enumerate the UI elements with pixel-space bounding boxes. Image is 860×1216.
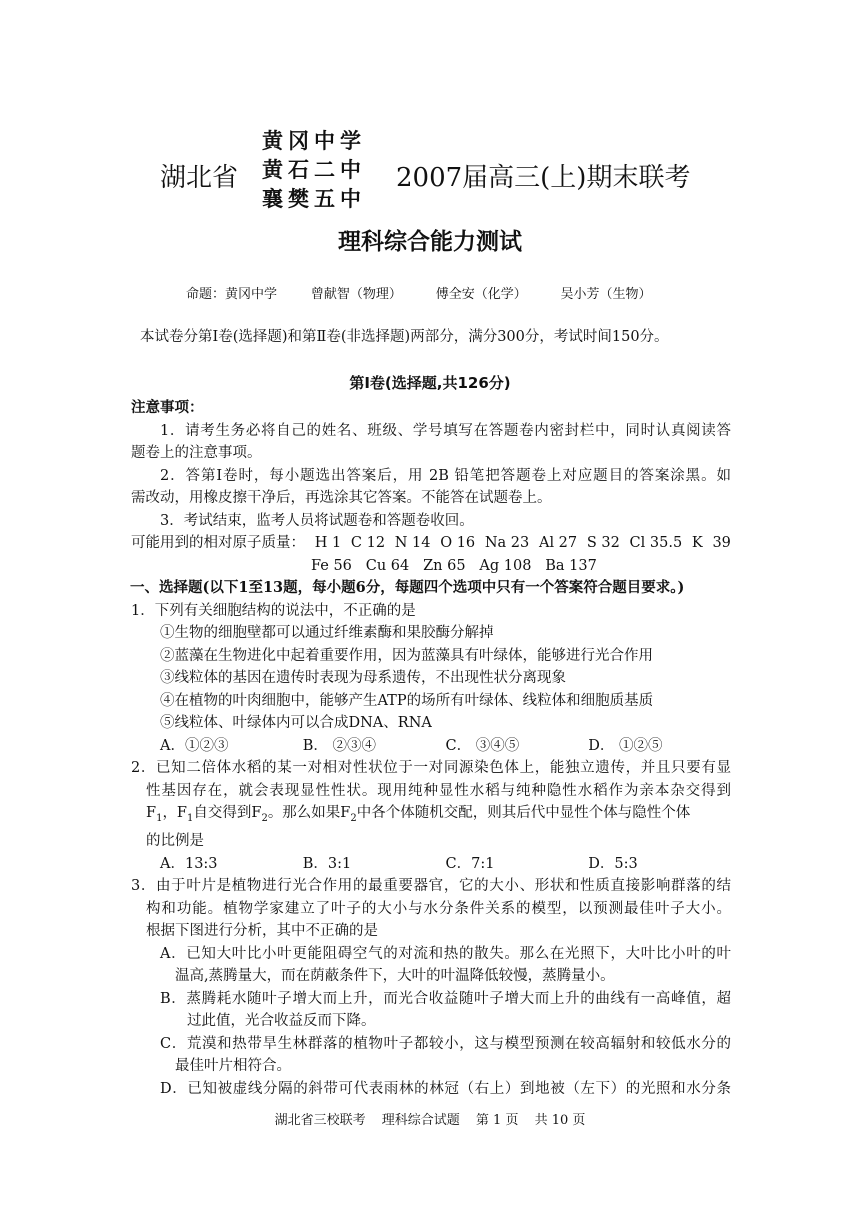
- option: B． ②③④: [302, 737, 377, 754]
- atomic-mass-row: [131, 532, 731, 555]
- page-total: 共 10 页: [534, 1113, 586, 1128]
- option: C． ③④⑤: [445, 737, 520, 754]
- question-option: C．荒漠和热带旱生林群落的植物叶子都较小，这与模型预测在较高辐射和较低水分的: [160, 1035, 731, 1052]
- atomic-mass-row: [131, 555, 731, 578]
- notice-heading: 注意事项：: [131, 400, 204, 416]
- question-option: 温高,蒸腾量大，而在荫蔽条件下，大叶的叶温降低较慢，蒸腾量小。: [175, 968, 615, 985]
- province: 湖北省: [160, 163, 239, 193]
- question-stem: 的比例是: [146, 833, 204, 850]
- school-name: 襄樊五中: [262, 186, 366, 211]
- atomic-mass: Na 23: [484, 535, 530, 551]
- subtitle: 理科综合能力测试: [338, 229, 522, 255]
- atomic-mass: O 16: [440, 535, 476, 551]
- exam-title: 2007届高三(上)期末联考: [396, 163, 691, 193]
- page-number: 第 1 页: [475, 1113, 519, 1128]
- question-stem: $F_1$，$F_1$自交得到$F_2$。那么如果$F_2$中各个体随机交配，则其后代中显性个体与隐性个体: [146, 805, 691, 824]
- atomic-mass: Al 27: [538, 535, 578, 551]
- atomic-mass: H 1: [314, 535, 342, 551]
- section1-title: 一、选择题(以下1至13题，每小题6分，每题四个选项中只有一个答案符合题目要求。): [130, 579, 685, 596]
- option: D．5:3: [588, 855, 638, 872]
- atomic-mass: Ba 137: [545, 557, 597, 574]
- question-item: ②蓝藻在生物进化中起着重要作用，因为蓝藻具有叶绿体，能够进行光合作用: [160, 647, 653, 664]
- options-row: [131, 735, 731, 758]
- notice-item: 2．答第Ⅰ卷时，每小题选出答案后，用 2B 铅笔把答题卷上对应题目的答案涂黑。如: [160, 467, 731, 484]
- page-footer: [0, 1109, 860, 1128]
- option: A．13:3: [160, 855, 218, 872]
- exam-body: [131, 397, 731, 1100]
- question-stem: 构和功能。植物学家建立了叶子的大小与水分条件关系的模型，以预测最佳叶子大小。: [146, 900, 731, 917]
- author: 吴小芳（生物）: [560, 287, 652, 302]
- question-option: B．蒸腾耗水随叶子增大而上升，而光合收益随叶子增大而上升的曲线有一高峰值，超: [160, 990, 731, 1007]
- atomic-mass: K: [691, 535, 703, 551]
- question-item: ⑤线粒体、叶绿体内可以合成DNA、RNA: [160, 715, 432, 731]
- question-stem: 3．由于叶片是植物进行光合作用的最重要器官，它的大小、形状和性质直接影响群落的结: [131, 878, 731, 895]
- author: 曾献智（物理）: [310, 287, 402, 302]
- authors-line: [186, 283, 678, 302]
- intro-text: 本试卷分第Ⅰ卷(选择题)和第Ⅱ卷(非选择题)两部分，满分300分，考试时间150分。: [140, 329, 669, 345]
- notice-item: 3．考试结束，监考人员将试题卷和答题卷收回。: [160, 512, 474, 529]
- atomic-mass: S 32: [586, 535, 620, 551]
- option: C．7:1: [445, 855, 495, 872]
- atomic-mass: 39: [712, 535, 731, 551]
- atomic-mass: Cu 64: [365, 557, 410, 574]
- question-option: D．已知被虚线分隔的斜带可代表雨林的林冠（右上）到地被（左下）的光照和水分条: [160, 1080, 731, 1097]
- question-stem: 根据下图进行分析，其中不正确的是: [146, 923, 378, 940]
- atomic-mass: Cl 35.5: [629, 535, 683, 551]
- atomic-mass: Ag 108: [479, 557, 532, 574]
- atomic-mass: N 14: [394, 535, 431, 551]
- question-item: ③线粒体的基因在遗传时表现为母系遗传，不出现性状分离现象: [160, 670, 566, 686]
- school-name: 黄冈中学: [262, 128, 366, 153]
- atomic-mass-label: 可能用到的相对原子质量：: [131, 535, 305, 551]
- option: D． ①②⑤: [588, 737, 663, 754]
- question-option: 过此值，光合收益反而下降。: [187, 1013, 376, 1030]
- options-row: [131, 853, 731, 876]
- option: A．①②③: [160, 737, 229, 754]
- footer-text: 理科综合试题: [381, 1113, 460, 1128]
- part1-title: 第Ⅰ卷(选择题,共126分): [349, 374, 511, 392]
- author: 傅全安（化学）: [435, 287, 527, 302]
- school-names: [262, 126, 366, 213]
- author: 命题：黄冈中学: [186, 287, 278, 302]
- notice-item: 需改动，用橡皮擦干净后，再选涂其它答案。不能答在试题卷上。: [131, 490, 552, 506]
- footer-text: 湖北省三校联考: [274, 1113, 366, 1128]
- atomic-mass: Zn 65: [423, 557, 466, 574]
- question-item: ①生物的细胞壁都可以通过纤维素酶和果胶酶分解掉: [160, 625, 494, 641]
- question-stem: 性基因存在，就会表现显性性状。现用纯种显性水稻与纯种隐性水稻作为亲本杂交得到: [146, 782, 731, 799]
- question-stem: 2．已知二倍体水稻的某一对相对性状位于一对同源染色体上，能独立遗传，并且只要有显: [131, 760, 731, 776]
- option: B．3:1: [302, 855, 352, 872]
- notice-item: 题卷上的注意事项。: [131, 445, 262, 461]
- atomic-mass: Fe 56: [311, 557, 352, 574]
- question-option: 最佳叶片相符合。: [175, 1058, 291, 1075]
- question-stem: 1．下列有关细胞结构的说法中，不正确的是: [131, 602, 416, 619]
- notice-item: 1．请考生务必将自己的姓名、班级、学号填写在答题卷内密封栏中，同时认真阅读答: [160, 422, 731, 439]
- question-item: ④在植物的叶肉细胞中，能够产生ATP的场所有叶绿体、线粒体和细胞质基质: [160, 692, 654, 709]
- question-option: A．已知大叶比小叶更能阻碍空气的对流和热的散失。那么在光照下，大叶比小叶的叶: [160, 945, 731, 962]
- atomic-mass: C 12: [350, 535, 386, 551]
- school-name: 黄石二中: [262, 157, 366, 182]
